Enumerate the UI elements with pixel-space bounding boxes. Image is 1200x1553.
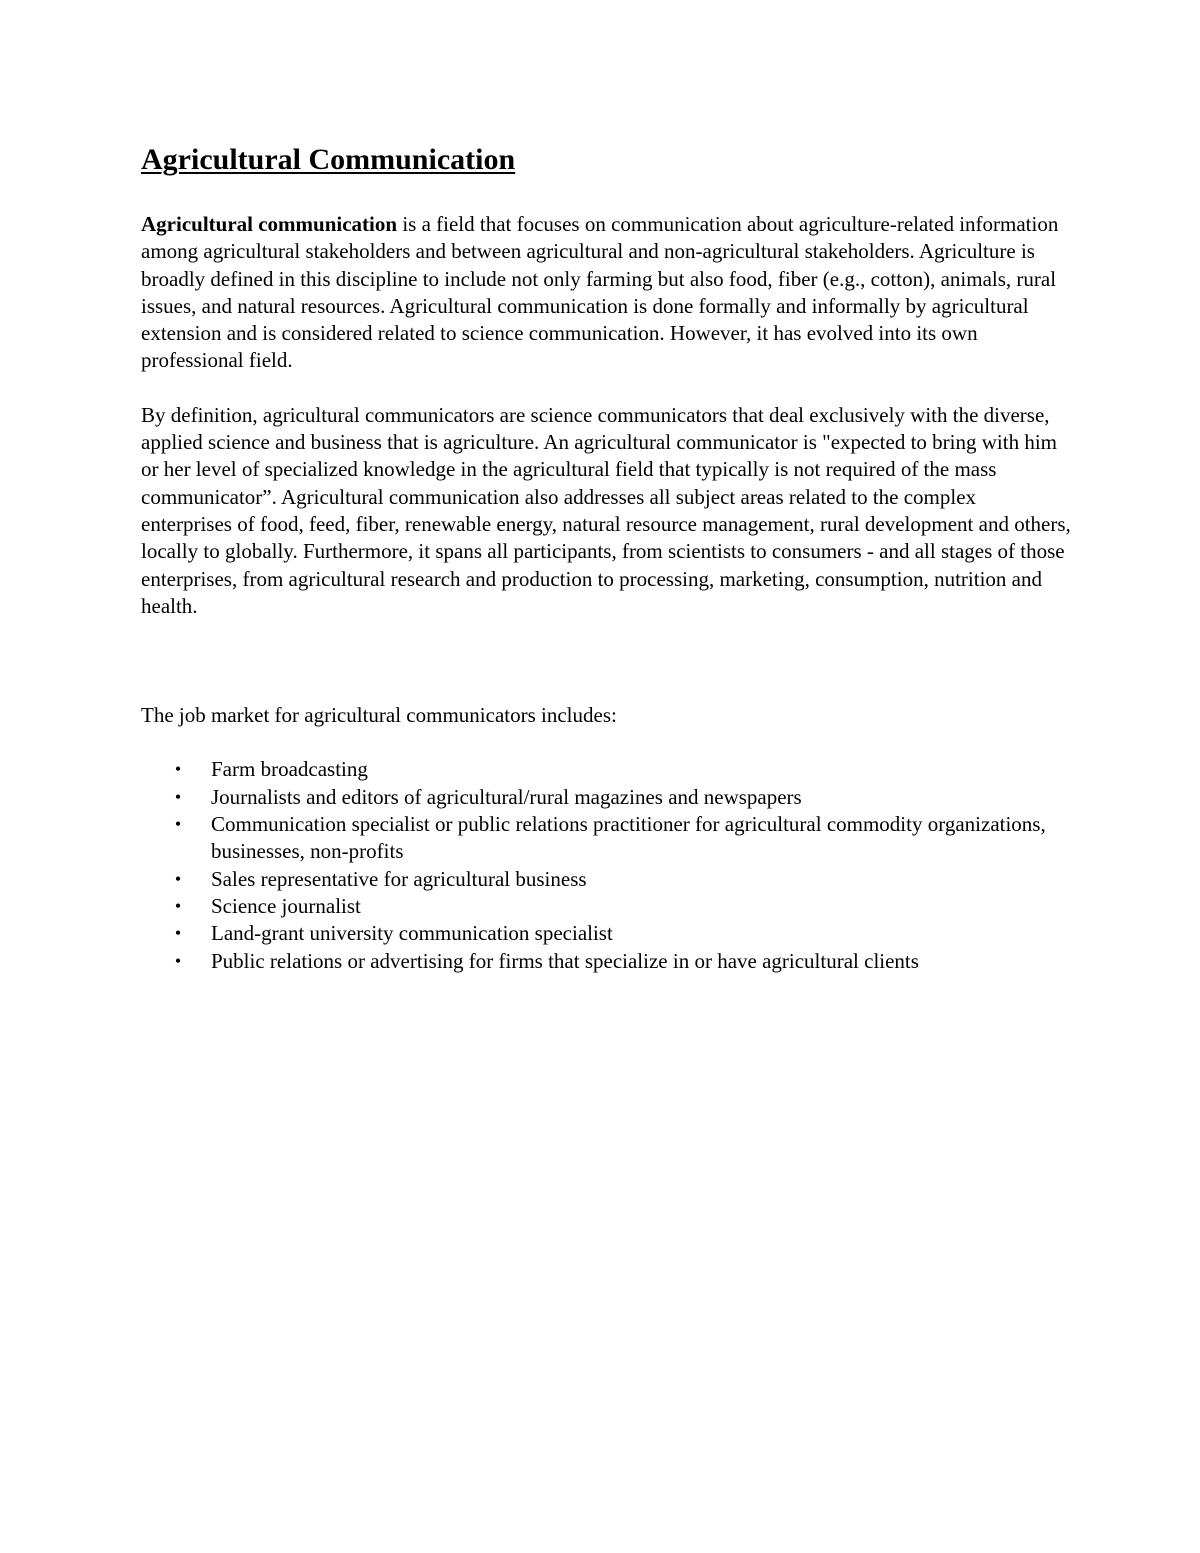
list-item [141,948,1071,975]
list-item [141,920,1071,947]
bullet-icon: • [174,895,182,916]
document-title: Agricultural Communication [141,143,516,176]
bullet-icon: • [174,786,182,807]
list-item-text: Science journalist [211,893,361,918]
list-item [141,866,1071,893]
list-item-text: Communication specialist or public relations practitioner for agricultural commodity organizations, businesses, non-profits [211,812,1046,864]
list-item [141,784,1071,811]
bullet-icon: • [174,814,182,835]
list-item-text: Journalists and editors of agricultural/rural magazines and newspapers [211,784,802,809]
intro-body-text: is a field that focuses on communication about agriculture-related information among agricultural stakeholders and between agricultural and non-agricultural stakeholders. Agriculture is broadly defined in this discipline to include not only farming but also food, fiber (e.g., cotton), animals, rural issues, and natural resources. Agricultural communication is done formally and informally by agricultural extension and is considered related to science communication. However, it has evolved into its own professional field. [141,212,1059,373]
list-item-text: Land-grant university communication specialist [211,921,613,946]
bullet-icon: • [174,759,182,780]
document-body [141,140,1071,975]
list-item [141,893,1071,920]
bullet-icon: • [174,868,182,889]
list-item-text: Public relations or advertising for firms that specialize in or have agricultural clients [211,948,919,973]
list-item [141,811,1071,866]
list-item-text: Farm broadcasting [211,757,368,782]
job-list [141,756,1071,974]
definition-paragraph: By definition, agricultural communicators are science communicators that deal exclusively with the diverse, applied science and business that is agriculture. An agricultural communicator is "expected to bring with him or her level of specialized knowledge in the agricultural field that typically is not required of the mass communicator”. Agricultural communication also addresses all subject areas related to the complex enterprises of food, feed, fiber, renewable energy, natural resource management, rural development and others, locally to globally. Furthermore, it spans all participants, from scientists to consumers - and all stages of those enterprises, from agricultural research and production to processing, marketing, consumption, nutrition and health. [141,402,1071,618]
list-item-text: Sales representative for agricultural business [211,866,587,891]
job-market-intro: The job market for agricultural communicators includes: [141,703,617,728]
intro-paragraph [141,211,1071,375]
list-item [141,756,1071,783]
intro-lead-term: Agricultural communication [141,212,398,236]
bullet-icon: • [174,950,182,971]
bullet-icon: • [174,923,182,944]
